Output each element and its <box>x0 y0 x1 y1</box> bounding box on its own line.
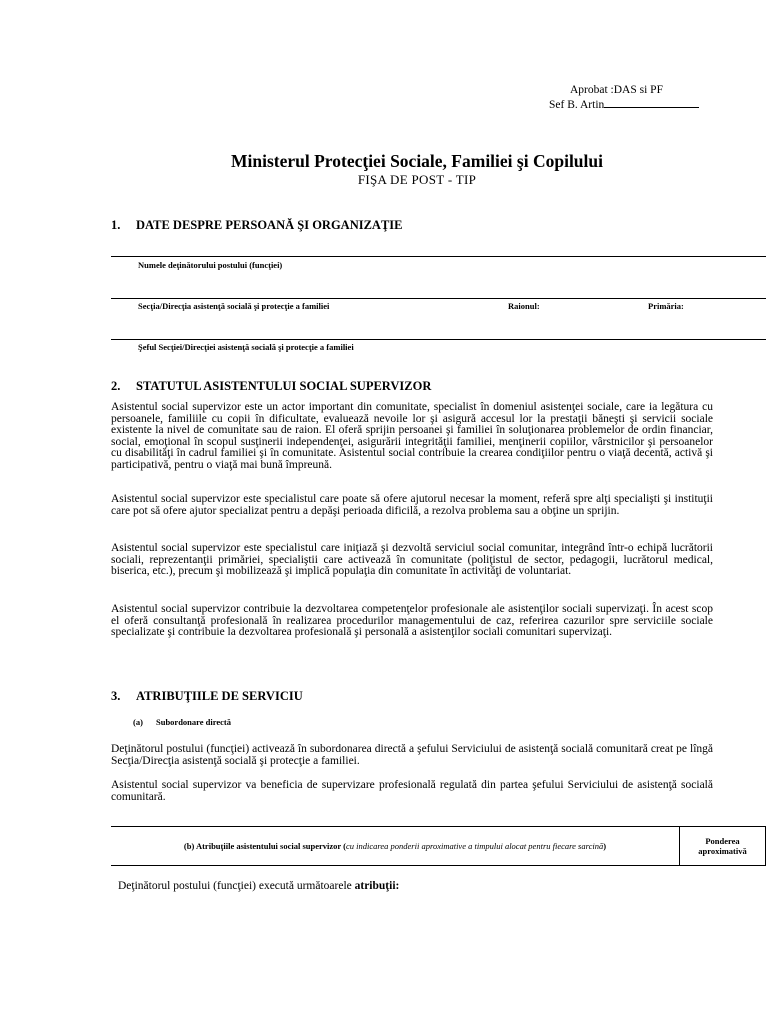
approval-signature-line <box>549 97 699 112</box>
paragraph: Asistentul social supervizor este specialistul care iniţiază şi dezvoltă serviciul social comunitar, integrând într-o echipă lucrătorii sociali, reprezentanţii primăriei, specialiştii care activează în comunitate (poliţistul de sector, pedagogii, lucrătorul medical, biserica, etc.), precum şi mobilizează şi implică populaţia din comunitate în activităţi de voluntariat. <box>111 542 713 578</box>
field-rule <box>111 339 766 340</box>
approval-signer: Sef B. Artin <box>549 99 605 111</box>
section-1-heading <box>111 218 403 233</box>
subsection-a-title: Subordonare directă <box>156 717 232 727</box>
attributions-heading: (b) Atribuţiile asistentului social supervizor ( <box>183 841 346 851</box>
paragraph: Asistentul social supervizor contribuie la dezvoltarea competenţelor profesionale ale asistenţilor sociali supervizaţi. În acest scop el oferă consultanţă profesională în realizarea procedurilor managementului de caz, referirea cazurilor spre serviciile sociale specializate şi contribuie la dezvoltarea profesională şi personală a asistenţilor sociali comunitari supervizaţi. <box>111 603 713 639</box>
attributions-intro <box>118 880 399 892</box>
section-2-number: 2. <box>111 379 121 393</box>
section-3-heading <box>111 689 303 704</box>
table-cell-weight: Ponderea aproximativă <box>680 827 766 866</box>
section-2-title: STATUTUL ASISTENTULUI SOCIAL SUPERVIZOR <box>136 379 432 393</box>
field-label-primaria: Primăria: <box>648 301 684 311</box>
section-1-title: DATE DESPRE PERSOANĂ ŞI ORGANIZAŢIE <box>136 218 403 232</box>
paragraph: Asistentul social supervizor este un actor important din comunitate, specialist în domeniul asistenţei sociale, care ia legătura cu persoanele, familiile cu copii în dificultate, evaluează nevoile lor şi asigură accesul lor la prestaţii băneşti şi servicii sociale existente la nivel de comunitate sau de raion. El oferă sprijin persoanei şi familiei în soluţionarea problemelor de ordin financiar, social, emoţional în scopul susţinerii independenţei, asigurării integrităţii familiei, menţinerii copiilor, vârstnicilor şi persoanelor cu disabilităţi în cadrul familiei şi în comunitate. Asistentul social contribuie la crearea condiţiilor pentru o viaţă decentă, activă şi participativă, pentru o viaţă mai bună împreună. <box>111 401 713 471</box>
section-3-title: ATRIBUŢIILE DE SERVICIU <box>136 689 303 703</box>
attributions-close: ) <box>603 841 607 851</box>
field-label-section: Secţia/Direcţia asistenţă socială şi protecţie a familiei <box>138 301 330 311</box>
attributions-intro-text: Deţinătorul postului (funcţiei) execută următoarele <box>118 880 355 892</box>
attributions-table <box>111 826 766 866</box>
table-row <box>111 827 766 866</box>
signature-blank <box>604 97 699 108</box>
field-rule <box>111 298 766 299</box>
field-label-sef: Şeful Secţiei/Direcţiei asistenţă socială şi protecţie a familiei <box>138 342 354 352</box>
subsection-a-label: (a) <box>133 717 143 727</box>
section-1-number: 1. <box>111 218 121 232</box>
document-subtitle: FIŞA DE POST - TIP <box>357 172 477 187</box>
paragraph: Deţinătorul postului (funcţiei) activează în subordonarea directă a şefului Serviciului de asistenţă socială comunitară creat pe lîngă Secţia/Direcţia asistenţă socială şi protecţie a familiei. <box>111 743 713 767</box>
attributions-intro-bold: atribuţii: <box>354 880 400 892</box>
paragraph: Asistentul social supervizor este specialistul care poate să ofere ajutorul necesar la moment, referă spre alţi specialişti şi instituţii care pot să ofere ajutor specializat pentru a depăşi perioada dificilă, a rezolva problema sau a obţine un sprijin. <box>111 493 713 517</box>
section-3-number: 3. <box>111 689 121 703</box>
paragraph: Asistentul social supervizor va beneficia de supervizare profesională regulată din partea şefului Serviciului de asistenţă socială comunitară. <box>111 779 713 803</box>
attributions-note: cu indicarea ponderii aproximative a timpului alocat pentru fiecare sarcină <box>345 841 604 851</box>
document-title: Ministerul Protecţiei Sociale, Familiei şi Copilului <box>231 151 603 171</box>
field-label-holder-name: Numele deţinătorului postului (funcţiei) <box>138 260 283 270</box>
approval-line: Aprobat :DAS si PF <box>570 84 663 96</box>
table-cell-attributions <box>111 827 680 866</box>
section-2-heading <box>111 379 431 394</box>
approval-block <box>549 84 699 112</box>
field-rule <box>111 256 766 257</box>
field-label-raion: Raionul: <box>508 301 540 311</box>
